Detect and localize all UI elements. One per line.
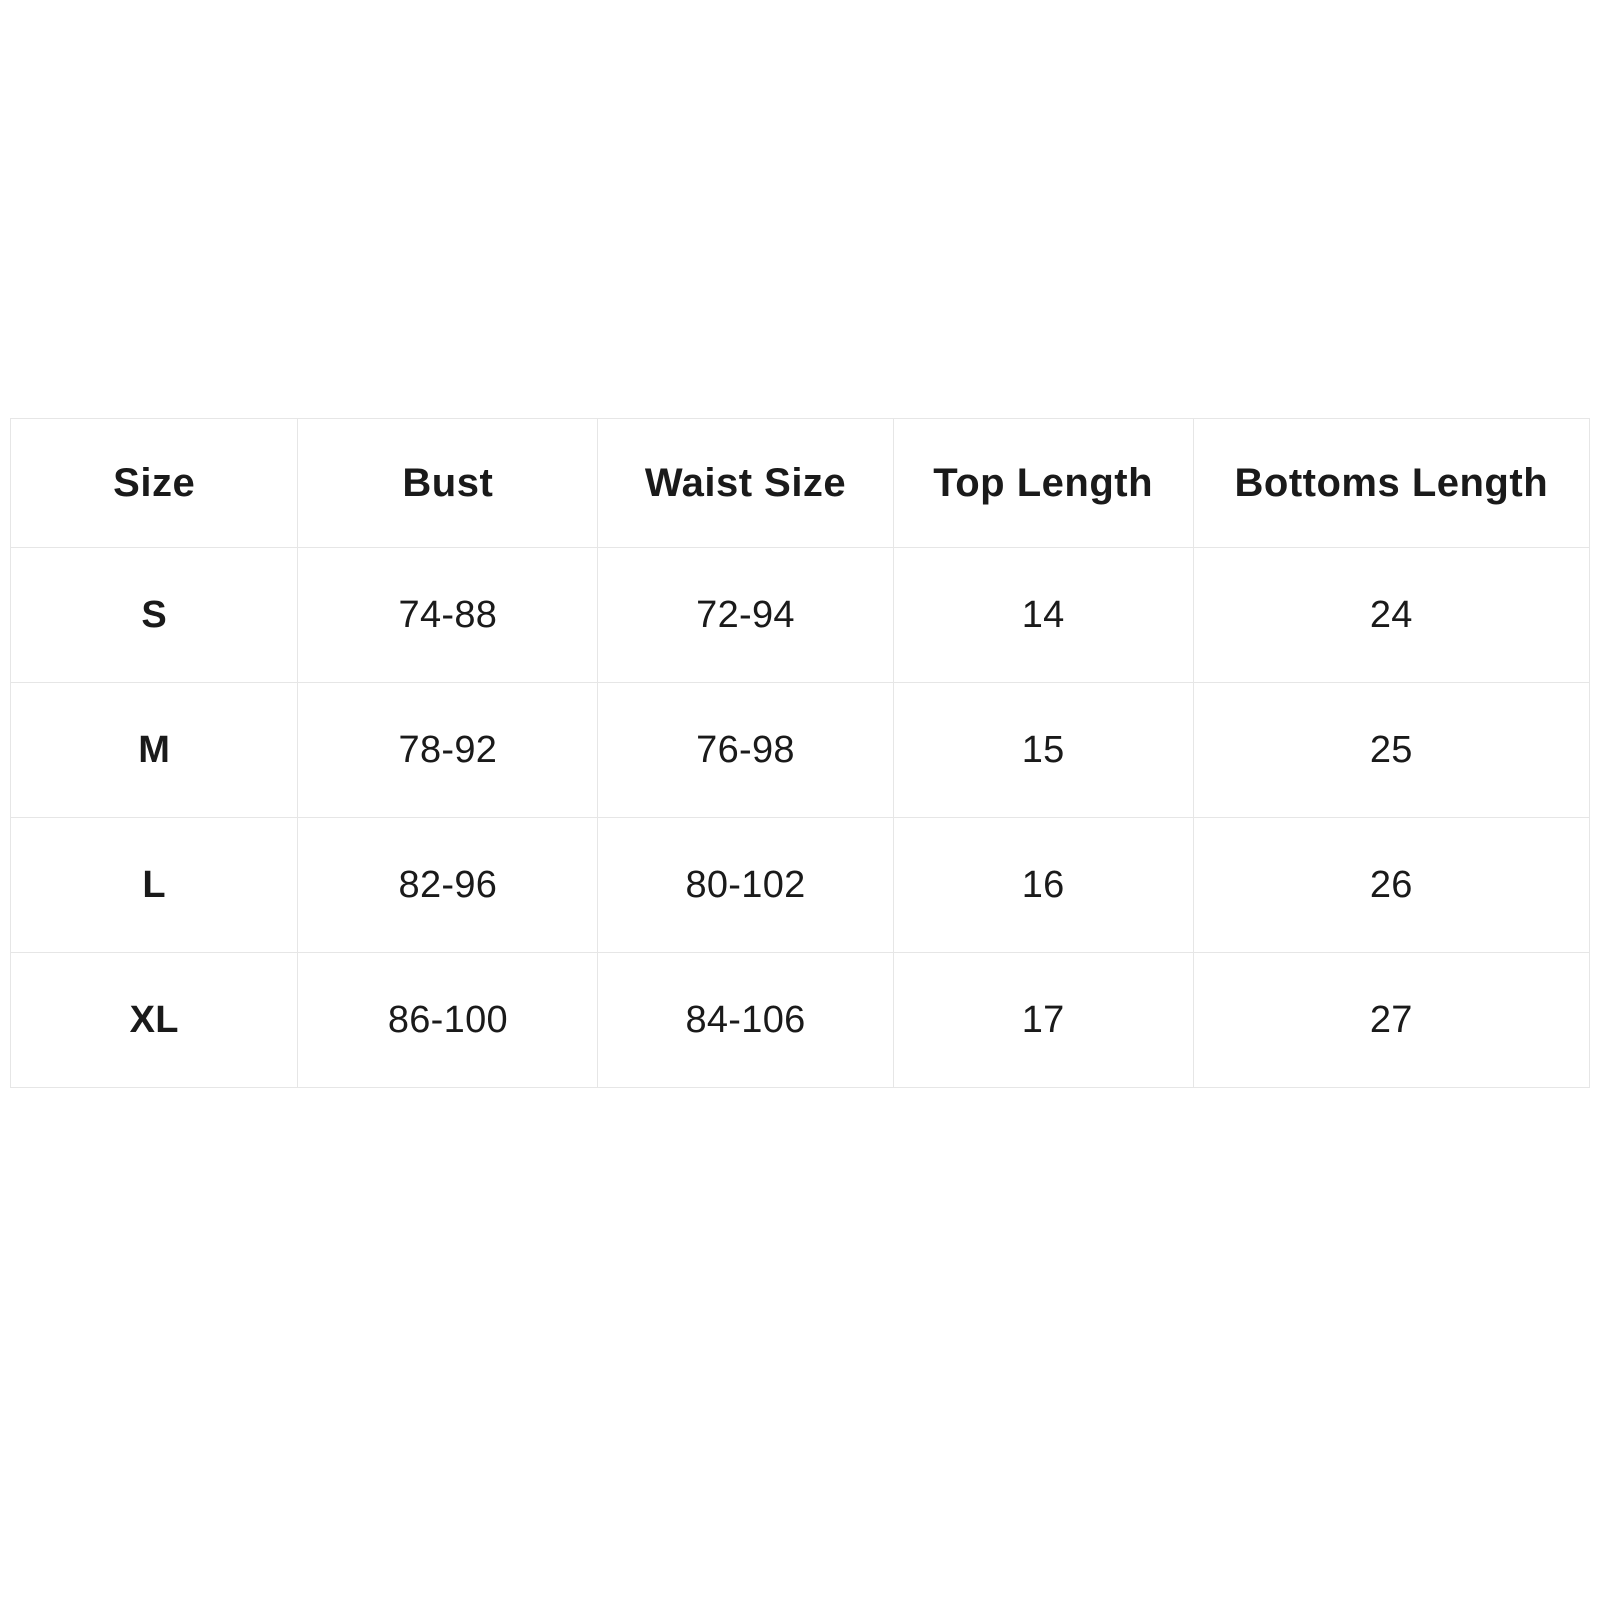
cell-bust: 78-92: [298, 683, 598, 818]
cell-waist: 76-98: [598, 683, 893, 818]
table-row: [11, 683, 1590, 818]
table-header: [11, 419, 1590, 548]
cell-size: L: [11, 818, 298, 953]
table-body: [11, 548, 1590, 1088]
column-header-bust: Bust: [298, 419, 598, 548]
cell-bottoms-length: 25: [1193, 683, 1589, 818]
cell-bust: 74-88: [298, 548, 598, 683]
cell-bust: 82-96: [298, 818, 598, 953]
table-row: [11, 953, 1590, 1088]
cell-size: S: [11, 548, 298, 683]
cell-top-length: 17: [893, 953, 1193, 1088]
cell-bottoms-length: 24: [1193, 548, 1589, 683]
cell-size: XL: [11, 953, 298, 1088]
cell-top-length: 14: [893, 548, 1193, 683]
cell-waist: 72-94: [598, 548, 893, 683]
cell-waist: 84-106: [598, 953, 893, 1088]
size-chart-container: [10, 418, 1590, 1088]
table-row: [11, 818, 1590, 953]
cell-waist: 80-102: [598, 818, 893, 953]
size-chart-table: [10, 418, 1590, 1088]
column-header-top-length: Top Length: [893, 419, 1193, 548]
column-header-bottoms-length: Bottoms Length: [1193, 419, 1589, 548]
column-header-waist-size: Waist Size: [598, 419, 893, 548]
table-row: [11, 548, 1590, 683]
cell-size: M: [11, 683, 298, 818]
cell-bust: 86-100: [298, 953, 598, 1088]
cell-bottoms-length: 26: [1193, 818, 1589, 953]
table-header-row: [11, 419, 1590, 548]
cell-bottoms-length: 27: [1193, 953, 1589, 1088]
cell-top-length: 16: [893, 818, 1193, 953]
column-header-size: Size: [11, 419, 298, 548]
cell-top-length: 15: [893, 683, 1193, 818]
